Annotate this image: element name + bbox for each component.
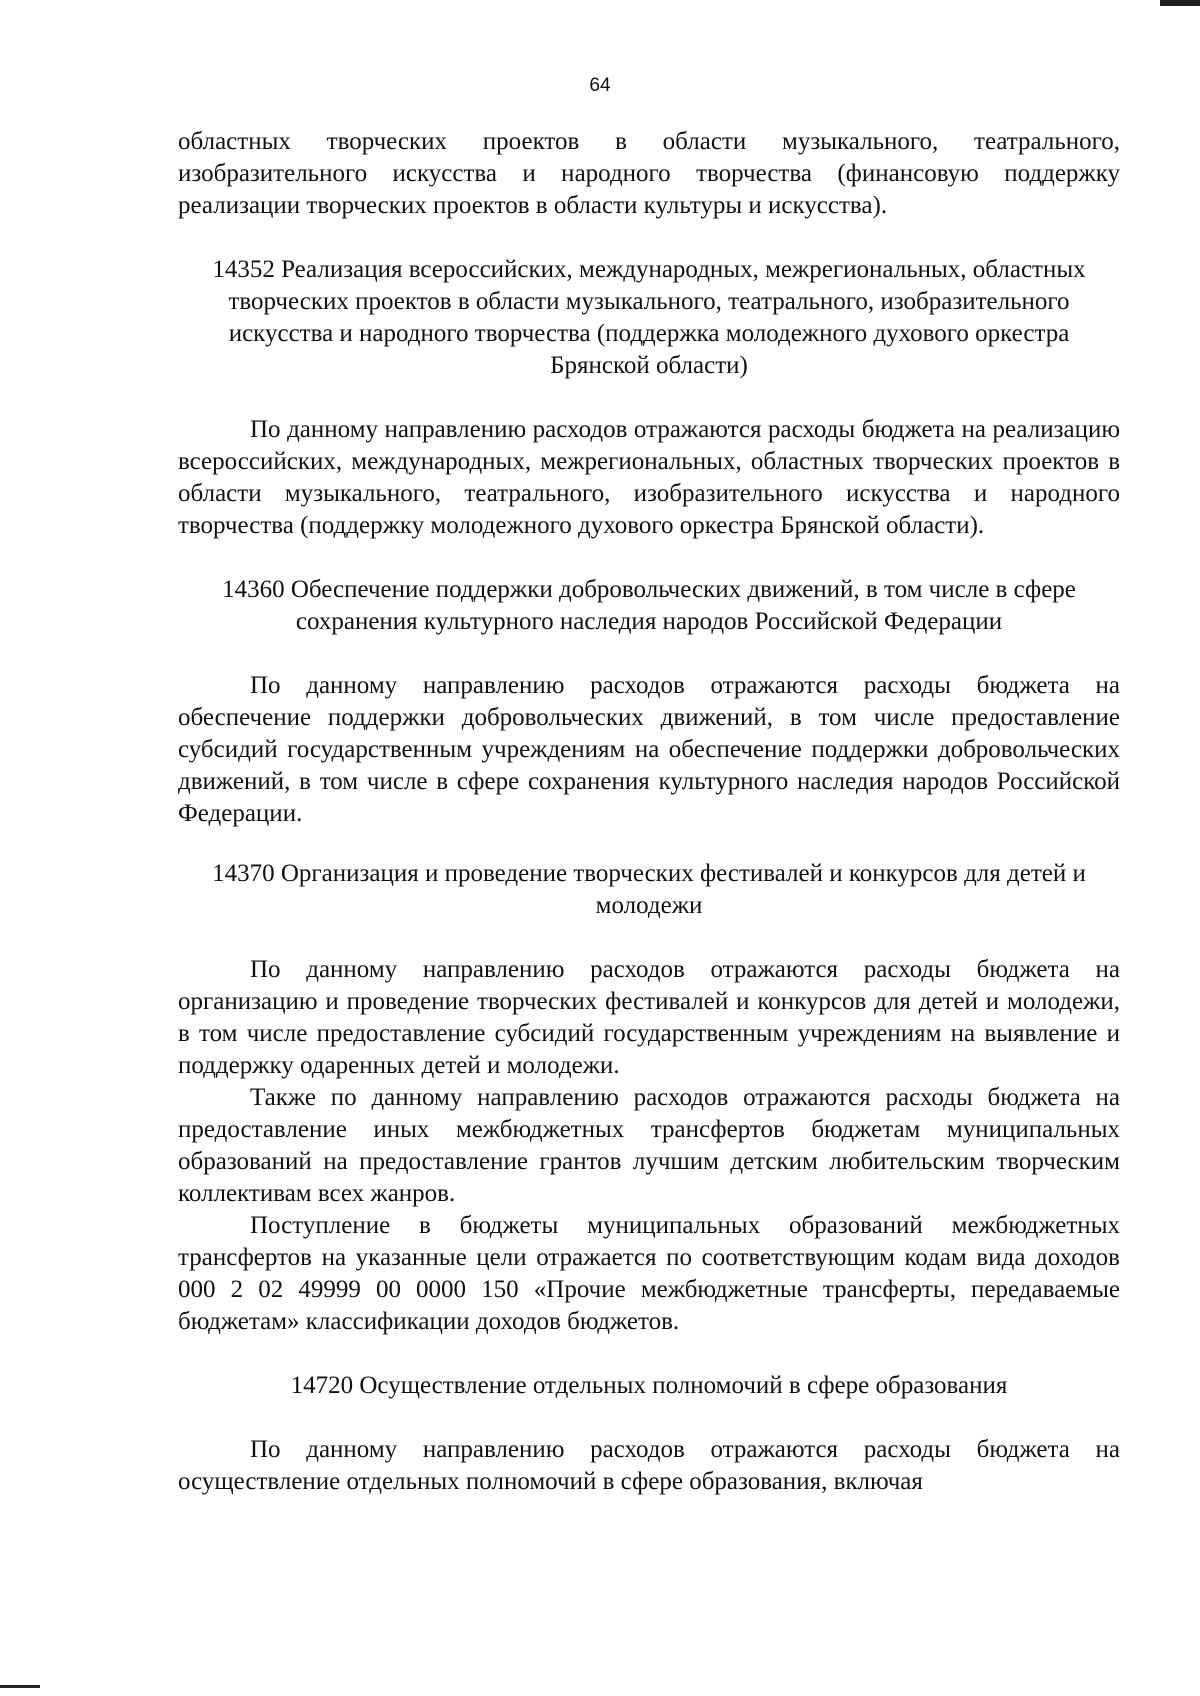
paragraph: Поступление в бюджеты муниципальных образований межбюджетных трансфертов на указанные цели отражается по соответствующим кодам вида доходов 000 2 02 49999 00 0000 150 «Прочие межбюджетные трансферты, передаваемые бюджетам» классификации доходов бюджетов. [178,1212,1120,1335]
spacer [178,382,1120,414]
spacer [178,922,1120,954]
document-body [178,126,1120,1498]
section-heading-14720: 14720 Осуществление отдельных полномочий в сфере образования [290,1372,1008,1399]
scan-edge-mark [1160,0,1200,6]
spacer [178,638,1120,670]
spacer [178,830,1120,858]
spacer [178,1402,1120,1434]
paragraph: Также по данному направлению расходов отражаются расходы бюджета на предоставление иных межбюджетных трансфертов бюджетам муниципальных образований на предоставление грантов лучшим детским любительским творческим коллективам всех жанров. [178,1084,1120,1207]
paragraph: областных творческих проектов в области музыкального, театрального, изобразительного искусства и народного творчества (финансовую поддержку реализации творческих проектов в области культуры и искусства). [178,128,1120,219]
spacer [178,1338,1120,1370]
paragraph: По данному направлению расходов отражаются расходы бюджета на осуществление отдельных полномочий в сфере образования, включая [178,1436,1120,1495]
section-heading-14360: 14360 Обеспечение поддержки добровольческих движений, в том числе в сфере сохранения культурного наследия народов Российской Федерации [222,576,1076,635]
page-number: 64 [589,75,611,96]
paragraph: По данному направлению расходов отражаются расходы бюджета на реализацию всероссийских, международных, межрегиональных, областных творческих проектов в области музыкального, театрального, изобразительного искусства и народного творчества (поддержку молодежного духового оркестра Брянской области). [178,416,1120,539]
paragraph: По данному направлению расходов отражаются расходы бюджета на организацию и проведение творческих фестивалей и конкурсов для детей и молодежи, в том числе предоставление субсидий государственным учреждениям на выявление и поддержку одаренных детей и молодежи. [178,956,1120,1079]
paragraph: По данному направлению расходов отражаются расходы бюджета на обеспечение поддержки добровольческих движений, в том числе предоставление субсидий государственным учреждениям на обеспечение поддержки добровольческих движений, в том числе в сфере сохранения культурного наследия народов Российской Федерации. [178,672,1120,827]
scan-edge-mark [0,1685,40,1688]
spacer [178,542,1120,574]
section-heading-14352: 14352 Реализация всероссийских, международных, межрегиональных, областных творческих проектов в области музыкального, театрального, изобразительного искусства и народного творчества (поддержка молодежного духового оркестра Брянской области) [212,256,1086,379]
spacer [178,222,1120,254]
section-heading-14370: 14370 Организация и проведение творческих фестивалей и конкурсов для детей и молодежи [212,860,1086,919]
